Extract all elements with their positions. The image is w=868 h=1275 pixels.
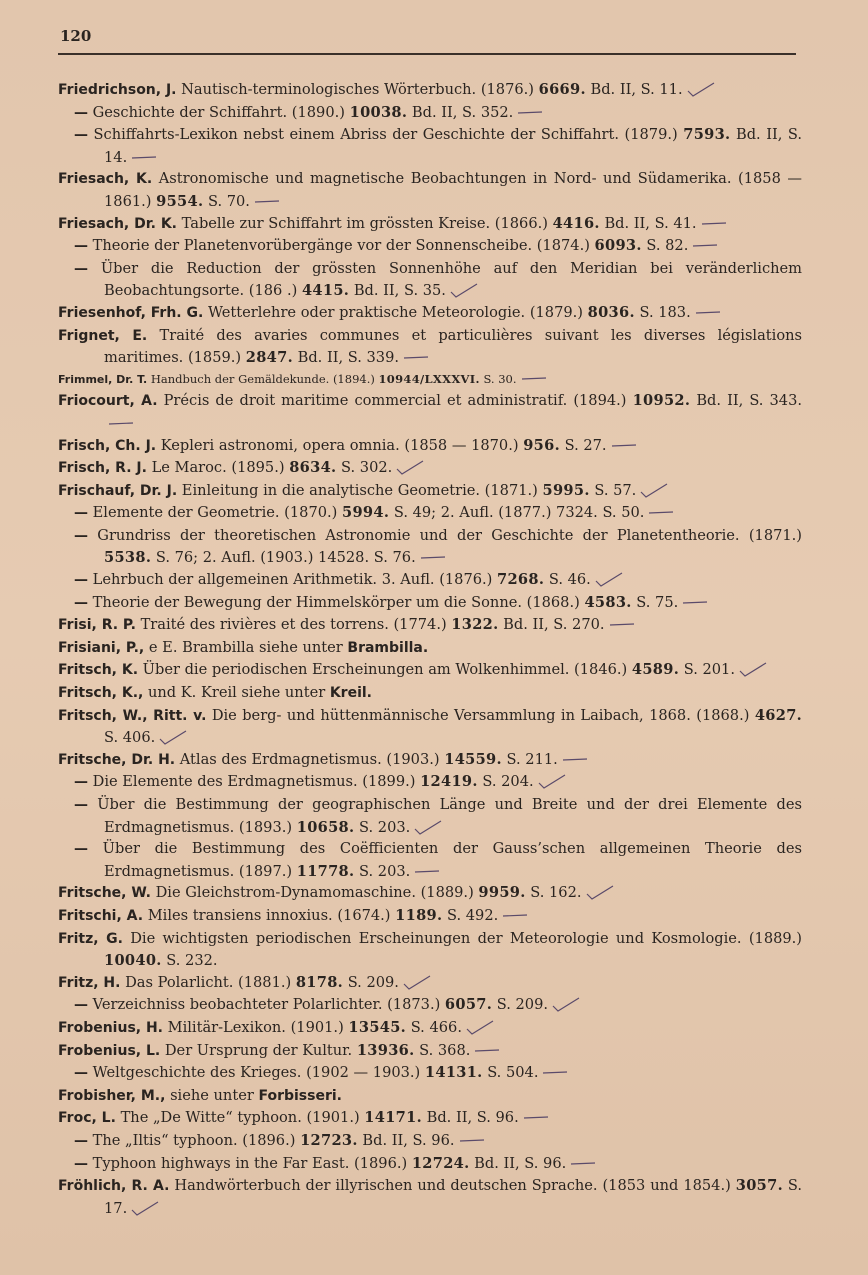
catalog-entry (58, 302, 802, 325)
catalog-entry (58, 102, 802, 125)
pencil-dash-icon (419, 550, 449, 564)
page-reference: S. 30. (483, 371, 517, 386)
entry-title: Traité des avaries communes et particulières suivant les diverses législations maritimes. (1859.) (104, 326, 803, 367)
page-reference: Bd. II, S. 96. (474, 1154, 567, 1172)
catalog-number: 8036. (587, 303, 635, 321)
pencil-dash-icon (691, 238, 721, 252)
catalog-number: 10038. (349, 103, 408, 121)
page-reference: S. 492. (447, 906, 499, 924)
entry-title: Lehrbuch der allgemeinen Arithmetik. 3. Aufl. (1876.) (92, 571, 493, 589)
ditto-dash: — (74, 1065, 88, 1082)
catalog-entry (58, 1153, 802, 1176)
entry-title: Die Gleichstrom-Dynamomaschine. (1889.) (155, 884, 474, 902)
entry-author: Froc, L. (58, 1110, 116, 1127)
entry-title: Über die Bestimmung des Coëfficienten der Gauss’schen allgemeinen Theorie des Erdmagnetismus. (1897.) (102, 840, 802, 880)
catalog-number: 9959. (478, 884, 526, 902)
catalog-entry (58, 502, 802, 525)
ditto-dash: — (74, 997, 88, 1014)
page-reference: S. 57. (594, 481, 637, 499)
entry-title: Précis de droit maritime commercial et administratif. (1894.) (163, 392, 627, 410)
catalog-entry (58, 1107, 802, 1130)
checkmark-icon (594, 572, 624, 586)
catalog-entry (58, 682, 802, 705)
entry-author: Friesenhof, Frh. G. (58, 304, 204, 321)
entry-title: Über die Bestimmung der geographischen Länge und Breite und der drei Elemente des Erdmagnetismus. (1893.) (97, 796, 802, 836)
page-reference: S. 201. (683, 661, 735, 679)
catalog-entry (58, 1062, 802, 1085)
catalog-number: 6093. (594, 237, 642, 255)
ditto-dash: — (74, 260, 88, 277)
catalog-entry (58, 79, 802, 102)
catalog-entry (58, 905, 802, 928)
catalog-number: 5538. (104, 549, 152, 567)
catalog-entry (58, 325, 802, 369)
catalog-entry (58, 213, 802, 236)
catalog-entry (58, 882, 802, 905)
checkmark-icon (395, 460, 425, 474)
catalog-number: 12724. (411, 1154, 470, 1172)
catalog-number: 4415. (301, 282, 350, 300)
catalog-number: 10040. (104, 952, 162, 970)
checkmark-icon (465, 1020, 495, 1034)
entry-title: Grundriss der theoretischen Astronomie und der Geschichte der Planetentheorie. (1871.) (97, 526, 803, 544)
catalog-number: 13936. (356, 1041, 415, 1059)
catalog-number: 9554. (156, 192, 204, 210)
cross-reference: Brambilla. (347, 639, 429, 656)
pencil-dash-icon (473, 1043, 503, 1057)
pencil-dash-icon (694, 305, 724, 319)
pencil-dash-icon (107, 416, 137, 430)
entry-author: Fritsche, Dr. H. (58, 751, 176, 768)
entry-title: Astronomische und magnetische Beobachtungen in Nord- und Südamerika. (1858 — 1861.) (104, 170, 802, 210)
page-reference: Bd. II, S. 339. (297, 349, 400, 367)
entry-author: Frobisher, M., (58, 1087, 166, 1104)
checkmark-icon (402, 975, 432, 989)
pencil-dash-icon (130, 150, 160, 164)
catalog-number: 12723. (300, 1131, 358, 1149)
pencil-dash-icon (516, 105, 546, 119)
pencil-dash-icon (520, 371, 550, 385)
pencil-dash-icon (561, 752, 591, 766)
entry-title: Theorie der Planetenvorübergänge vor der Sonnenscheibe. (1874.) (92, 237, 590, 255)
entry-author: Frignet, E. (58, 327, 148, 344)
page-reference: S. 203. (359, 862, 411, 880)
entry-author: Frimmel, Dr. T. (58, 372, 148, 386)
checkmark-icon (130, 1201, 160, 1215)
catalog-entry (58, 614, 802, 637)
entry-title: Kepleri astronomi, opera omnia. (1858 — 1870.) (160, 436, 519, 454)
catalog-entry (58, 457, 802, 480)
entry-title: Theorie der Bewegung der Himmelskörper um die Sonne. (1868.) (92, 593, 580, 611)
pencil-dash-icon (541, 1065, 571, 1079)
entry-title: Die berg- und hüttenmännische Versammlung in Laibach, 1868. (1868.) (211, 706, 750, 724)
page-reference: S. 204. (482, 773, 534, 791)
cross-reference: Kreil. (329, 685, 372, 702)
entry-author: Frobenius, H. (58, 1019, 163, 1036)
catalog-entry (58, 569, 802, 592)
page-reference: Bd. II, S. 11. (590, 81, 683, 98)
ditto-dash: — (74, 774, 88, 791)
catalog-number: 7593. (683, 126, 731, 144)
entry-title: The „De Witte“ typhoon. (1901.) (120, 1109, 360, 1127)
entry-author: Friedrichson, J. (58, 82, 177, 98)
catalog-entry (58, 480, 802, 503)
catalog-number: 10658. (296, 818, 355, 836)
catalog-number: 7268. (497, 571, 545, 589)
pencil-dash-icon (610, 438, 640, 452)
entry-title: Das Polarlicht. (1881.) (125, 973, 292, 991)
entry-author: Fritschi, A. (58, 907, 144, 924)
catalog-number: 8634. (289, 459, 337, 477)
catalog-number: 4627. (754, 706, 803, 724)
entry-title: Geschichte der Schiffahrt. (1890.) (92, 103, 345, 121)
page-reference: Bd. II, S. 343. (696, 392, 803, 410)
catalog-number: 4583. (584, 593, 632, 611)
page-reference: S. 162. (530, 884, 582, 902)
entry-title: Atlas des Erdmagnetismus. (1903.) (179, 750, 440, 768)
entry-title: e E. Brambilla siehe unter (148, 638, 343, 656)
entry-title: Die wichtigsten periodischen Erscheinungen der Meteorologie und Kosmologie. (1889.) (130, 929, 803, 947)
pencil-dash-icon (253, 194, 283, 208)
catalog-number: 2847. (245, 349, 293, 367)
entry-title: Typhoon highways in the Far East. (1896.) (92, 1154, 408, 1172)
entry-title: Über die Reduction der grössten Sonnenhöhe auf den Meridian bei veränderlichem Beobachtungsorte. (186 .) (100, 259, 802, 300)
catalog-entry (58, 124, 802, 168)
ditto-dash: — (74, 841, 88, 858)
entry-author: Frisch, R. J. (58, 460, 147, 477)
page-reference: S. 203. (359, 818, 411, 836)
catalog-entry (58, 435, 802, 458)
entry-author: Frisi, R. P. (58, 617, 136, 634)
pencil-dash-icon (569, 1156, 599, 1170)
pencil-dash-icon (413, 864, 443, 878)
ditto-dash: — (74, 505, 88, 522)
checkmark-icon (639, 483, 669, 497)
page-reference: S. 232. (166, 952, 218, 970)
entry-title: Handwörterbuch der illyrischen und deutschen Sprache. (1853 und 1854.) (174, 1177, 731, 1195)
entry-title: Die Elemente des Erdmagnetismus. (1899.) (92, 773, 416, 791)
catalog-number: 3057. (735, 1177, 783, 1195)
checkmark-icon (413, 820, 443, 834)
entry-title: Traité des rivières et des torrens. (1774.) (140, 616, 447, 634)
catalog-entries (58, 79, 802, 1219)
entry-title: Nautisch-terminologisches Wörterbuch. (1876.) (181, 81, 534, 98)
page-number: 120 (60, 27, 92, 45)
page-reference: S. 406. (104, 729, 156, 747)
entry-title: Wetterlehre oder praktische Meteorologie. (1879.) (207, 303, 583, 321)
catalog-number: 4416. (552, 214, 600, 232)
catalog-entry (58, 749, 802, 772)
catalog-number: 5994. (342, 504, 390, 522)
page-reference: S. 17. (104, 1177, 803, 1217)
entry-title: Einleitung in die analytische Geometrie. (1871.) (181, 481, 538, 499)
page-reference: S. 49; 2. Aufl. (1877.) 7324. S. 50. (393, 504, 645, 522)
entry-title: Tabelle zur Schiffahrt im grössten Kreise. (1866.) (181, 214, 548, 232)
entry-author: Frobenius, L. (58, 1042, 161, 1059)
entry-author: Fritsch, K. (58, 662, 139, 679)
pencil-dash-icon (700, 216, 730, 230)
entry-title: Verzeichniss beobachteter Polarlichter. (1873.) (92, 996, 441, 1014)
ditto-dash: — (74, 1155, 88, 1172)
catalog-number: 12419. (420, 773, 478, 791)
catalog-number: 11778. (296, 862, 355, 880)
page-reference: S. 75. (636, 593, 679, 611)
checkmark-icon (158, 730, 188, 744)
pencil-dash-icon (501, 908, 531, 922)
page-reference: S. 209. (347, 973, 399, 991)
ditto-dash: — (74, 1132, 88, 1149)
page-reference: S. 504. (487, 1064, 539, 1082)
entry-title: Über die periodischen Erscheinungen am Wolkenhimmel. (1846.) (142, 661, 628, 679)
ditto-dash: — (74, 104, 88, 121)
ditto-dash: — (74, 238, 88, 255)
entry-author: Friocourt, A. (58, 393, 158, 410)
pencil-dash-icon (522, 1110, 552, 1124)
checkmark-icon (585, 885, 615, 899)
catalog-entry (58, 838, 802, 882)
entry-title: Weltgeschichte des Krieges. (1902 — 1903.) (92, 1064, 421, 1082)
page-reference: S. 209. (496, 996, 549, 1014)
checkmark-icon (686, 82, 716, 96)
entry-title: Der Ursprung der Kultur. (164, 1041, 353, 1059)
ditto-dash: — (74, 594, 88, 611)
ditto-dash: — (74, 572, 88, 589)
pencil-dash-icon (402, 350, 432, 364)
ditto-dash: — (74, 527, 88, 544)
catalog-entry (58, 637, 802, 660)
entry-author: Fritsch, W., Ritt. v. (58, 707, 207, 724)
catalog-entry (58, 369, 802, 391)
catalog-entry (58, 659, 802, 682)
catalog-number: 10952. (632, 392, 691, 410)
entry-title: und K. Kreil siehe unter (147, 684, 326, 702)
checkmark-icon (449, 283, 479, 297)
catalog-entry (58, 1130, 802, 1153)
entry-title: Schiffahrts-Lexikon nebst einem Abriss der Geschichte der Schiffahrt. (1879.) (93, 126, 678, 144)
entry-author: Fröhlich, R. A. (58, 1178, 170, 1195)
catalog-number: 13545. (348, 1018, 407, 1036)
catalog-number: 956. (523, 436, 560, 454)
catalog-entry (58, 972, 802, 995)
cross-reference: Forbisseri. (258, 1087, 342, 1104)
entry-author: Friesach, Dr. K. (58, 215, 177, 232)
catalog-number: 14131. (424, 1064, 483, 1082)
pencil-dash-icon (458, 1133, 488, 1147)
entry-author: Friesach, K. (58, 171, 153, 188)
entry-author: Fritz, H. (58, 974, 121, 991)
catalog-entry (58, 390, 802, 434)
catalog-number: 14559. (444, 750, 502, 768)
catalog-entry (58, 1040, 802, 1063)
entry-title: Militär-Lexikon. (1901.) (167, 1018, 344, 1036)
catalog-entry (58, 168, 802, 212)
page-reference: Bd. II, S. 270. (503, 616, 605, 634)
catalog-number: 5995. (542, 481, 590, 499)
entry-title: Handbuch der Gemäldekunde. (1894.) (150, 371, 375, 386)
page-reference: S. 183. (639, 303, 691, 321)
page-reference: S. 302. (341, 459, 393, 477)
entry-title: Miles transiens innoxius. (1674.) (147, 906, 391, 924)
entry-title: Le Maroc. (1895.) (151, 459, 285, 477)
catalog-entry (58, 994, 802, 1017)
entry-author: Fritsch, K., (58, 685, 144, 702)
checkmark-icon (551, 997, 581, 1011)
catalog-number: 8178. (295, 973, 344, 991)
page-reference: Bd. II, S. 41. (604, 214, 697, 232)
entry-title: siehe unter (170, 1086, 254, 1104)
catalog-number: 4589. (631, 661, 680, 679)
checkmark-icon (537, 774, 567, 788)
entry-author: Fritz, G. (58, 930, 123, 947)
ditto-dash: — (74, 127, 88, 144)
entry-author: Frisch, Ch. J. (58, 437, 157, 454)
pencil-dash-icon (608, 617, 638, 631)
ditto-dash: — (74, 797, 88, 813)
catalog-entry (58, 794, 802, 838)
page-reference: S. 368. (419, 1041, 471, 1059)
entry-title: The „Iltis“ typhoon. (1896.) (92, 1131, 296, 1149)
page-reference: S. 76; 2. Aufl. (1903.) 14528. S. 76. (155, 549, 416, 567)
catalog-number: 6669. (538, 81, 586, 98)
catalog-entry (58, 928, 802, 972)
checkmark-icon (738, 662, 768, 676)
catalog-entry (58, 1175, 802, 1219)
page-reference: S. 46. (548, 571, 591, 589)
catalog-number: 10944/LXXXVI. (378, 371, 480, 386)
catalog-number: 6057. (444, 996, 493, 1014)
catalog-entry (58, 1017, 802, 1040)
page-reference: S. 27. (564, 436, 607, 454)
page-reference: S. 82. (646, 237, 689, 255)
pencil-dash-icon (647, 505, 677, 519)
page-reference: Bd. II, S. 352. (411, 103, 514, 121)
header-rule (58, 53, 796, 55)
page-reference: S. 70. (207, 192, 250, 210)
catalog-entry (58, 771, 802, 794)
catalog-number: 14171. (364, 1109, 422, 1127)
catalog-entry (58, 235, 802, 258)
page-reference: Bd. II, S. 14. (104, 126, 803, 166)
page-reference: S. 211. (506, 750, 558, 768)
catalog-number: 1322. (451, 616, 499, 634)
entry-author: Frisiani, P., (58, 639, 145, 656)
pencil-dash-icon (681, 595, 711, 609)
catalog-entry (58, 525, 802, 569)
catalog-entry (58, 258, 802, 302)
page-reference: Bd. II, S. 96. (362, 1131, 455, 1149)
catalog-number: 1189. (395, 906, 443, 924)
entry-author: Frischauf, Dr. J. (58, 482, 178, 499)
catalog-entry (58, 1085, 802, 1108)
catalog-entry (58, 592, 802, 615)
entry-author: Fritsche, W. (58, 885, 151, 902)
page-reference: S. 466. (410, 1018, 462, 1036)
catalog-entry (58, 705, 802, 749)
entry-title: Elemente der Geometrie. (1870.) (92, 504, 338, 522)
page-reference: Bd. II, S. 96. (426, 1109, 519, 1127)
page-reference: Bd. II, S. 35. (353, 282, 446, 300)
